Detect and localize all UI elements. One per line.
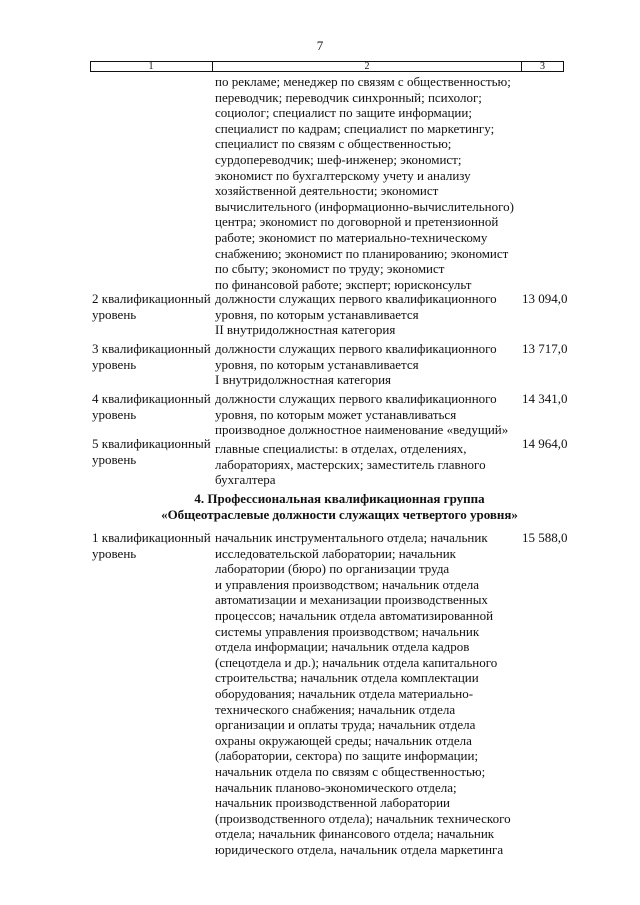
text-line: по рекламе; менеджер по связям с общественностью; — [215, 74, 511, 89]
text-line: системы управления производством; начальник — [215, 623, 480, 639]
text-line: должности служащих первого квалификационного — [215, 341, 497, 356]
level-line: уровень — [92, 307, 137, 322]
section-title-line: «Общеотраслевые должности служащих четвертого уровня» — [161, 507, 518, 522]
text-line: начальник инструментального отдела; начальник — [215, 530, 488, 545]
salary-value: 13 717,0 — [522, 341, 568, 356]
text-line: должности служащих первого квалификационного — [215, 391, 497, 406]
text-line: (лаборатории, сектора) по защите информации; — [215, 748, 479, 764]
text-line: начальник производственной лаборатории — [215, 795, 450, 811]
text-line: лабораториях, мастерских; заместитель главного — [215, 456, 486, 472]
text-line: и управления производством; начальник отдела — [215, 576, 479, 592]
text-line: (спецотдела и др.); начальник отдела капитального — [215, 654, 498, 670]
text-line: хозяйственной деятельности; экономист — [215, 183, 439, 199]
qualification-level — [92, 436, 214, 468]
text-line: оборудования; начальник отдела материально- — [215, 685, 474, 701]
table-header-row — [90, 61, 564, 72]
column-header-2: 2 — [364, 61, 370, 72]
salary-value: 14 341,0 — [522, 391, 568, 406]
level-line: уровень — [92, 546, 137, 561]
text-line: юридического отдела, начальник отдела маркетинга — [215, 841, 504, 857]
text-line: лаборатории (бюро) по организации труда — [215, 561, 450, 577]
text-line: начальник планово-экономического отдела; — [215, 779, 457, 795]
text-line: исследовательской лаборатории; начальник — [215, 545, 456, 561]
text-line: уровня, по которым устанавливается — [215, 356, 419, 372]
text-line: по финансовой работе; эксперт; юрисконсульт — [215, 276, 472, 292]
text-line: должности служащих первого квалификационного — [215, 291, 497, 306]
text-line: охраны окружающей среды; начальник отдела — [215, 732, 472, 748]
position-description — [215, 530, 515, 857]
level-line: 2 квалификационный — [92, 291, 211, 306]
text-line: уровня, по которым может устанавливаться — [215, 406, 457, 422]
level-line: уровень — [92, 357, 137, 372]
salary-value: 13 094,0 — [522, 291, 568, 306]
text-line: центра; экономист по договорной и претензионной — [215, 214, 499, 230]
level-line: 1 квалификационный — [92, 530, 211, 545]
text-line: экономист по бухгалтерскому учету и анализу — [215, 167, 471, 183]
text-line: производное должностное наименование «ведущий» — [215, 422, 509, 438]
level-line: 4 квалификационный — [92, 391, 211, 406]
level-line: уровень — [92, 407, 137, 422]
text-line: специалист по кадрам; специалист по маркетингу; — [215, 120, 495, 136]
text-line: работе; экономист по материально-техническому — [215, 229, 488, 245]
text-line: организации и оплаты труда; начальник отдела — [215, 717, 476, 733]
text-line: начальник отдела по связям с общественностью; — [215, 763, 486, 779]
position-description — [215, 391, 515, 438]
qualification-level — [92, 391, 214, 423]
text-line: I внутридолжностная категория — [215, 372, 392, 388]
level-line: 5 квалификационный — [92, 436, 211, 451]
text-line: строительства; начальник отдела комплектации — [215, 670, 479, 686]
text-line: специалист по связям с общественностью; — [215, 136, 452, 152]
text-line: бухгалтера — [215, 472, 276, 488]
text-line: переводчик; переводчик синхронный; психолог; — [215, 89, 482, 105]
text-line: процессов; начальник отдела автоматизированной — [215, 607, 494, 623]
text-line: II внутридолжностная категория — [215, 322, 396, 338]
salary-value: 14 964,0 — [522, 436, 568, 451]
section-title — [92, 491, 587, 523]
continuation-text — [215, 74, 515, 292]
section-title-line: 4. Профессиональная квалификационная группа — [194, 491, 485, 506]
column-header-3: 3 — [540, 61, 545, 72]
text-line: уровня, по которым устанавливается — [215, 306, 419, 322]
text-line: отдела информации; начальник отдела кадров — [215, 639, 470, 655]
salary-value: 15 588,0 — [522, 530, 568, 545]
text-line: снабжению; экономист по планированию; экономист — [215, 245, 509, 261]
level-line: 3 квалификационный — [92, 341, 211, 356]
text-line: социолог; специалист по защите информации; — [215, 105, 472, 121]
page-number: 7 — [316, 38, 324, 53]
text-line: вычислительного (информационно-вычислительного) — [215, 198, 514, 214]
text-line: технического снабжения; начальник отдела — [215, 701, 456, 717]
qualification-level — [92, 341, 214, 373]
qualification-level — [92, 291, 214, 323]
text-line: сурдопереводчик; шеф-инженер; экономист; — [215, 151, 462, 167]
text-line: по сбыту; экономист по труду; экономист — [215, 261, 445, 277]
position-description — [215, 291, 515, 338]
column-header-1: 1 — [148, 61, 154, 72]
text-line: главные специалисты: в отделах, отделениях, — [215, 441, 467, 456]
text-line: отдела; начальник финансового отдела; начальник — [215, 826, 495, 842]
qualification-level — [92, 530, 214, 562]
position-description — [215, 341, 515, 388]
text-line: (производственного отдела); начальник технического — [215, 810, 511, 826]
position-description — [215, 441, 515, 488]
text-line: автоматизации и механизации производственных — [215, 592, 488, 608]
level-line: уровень — [92, 452, 137, 467]
